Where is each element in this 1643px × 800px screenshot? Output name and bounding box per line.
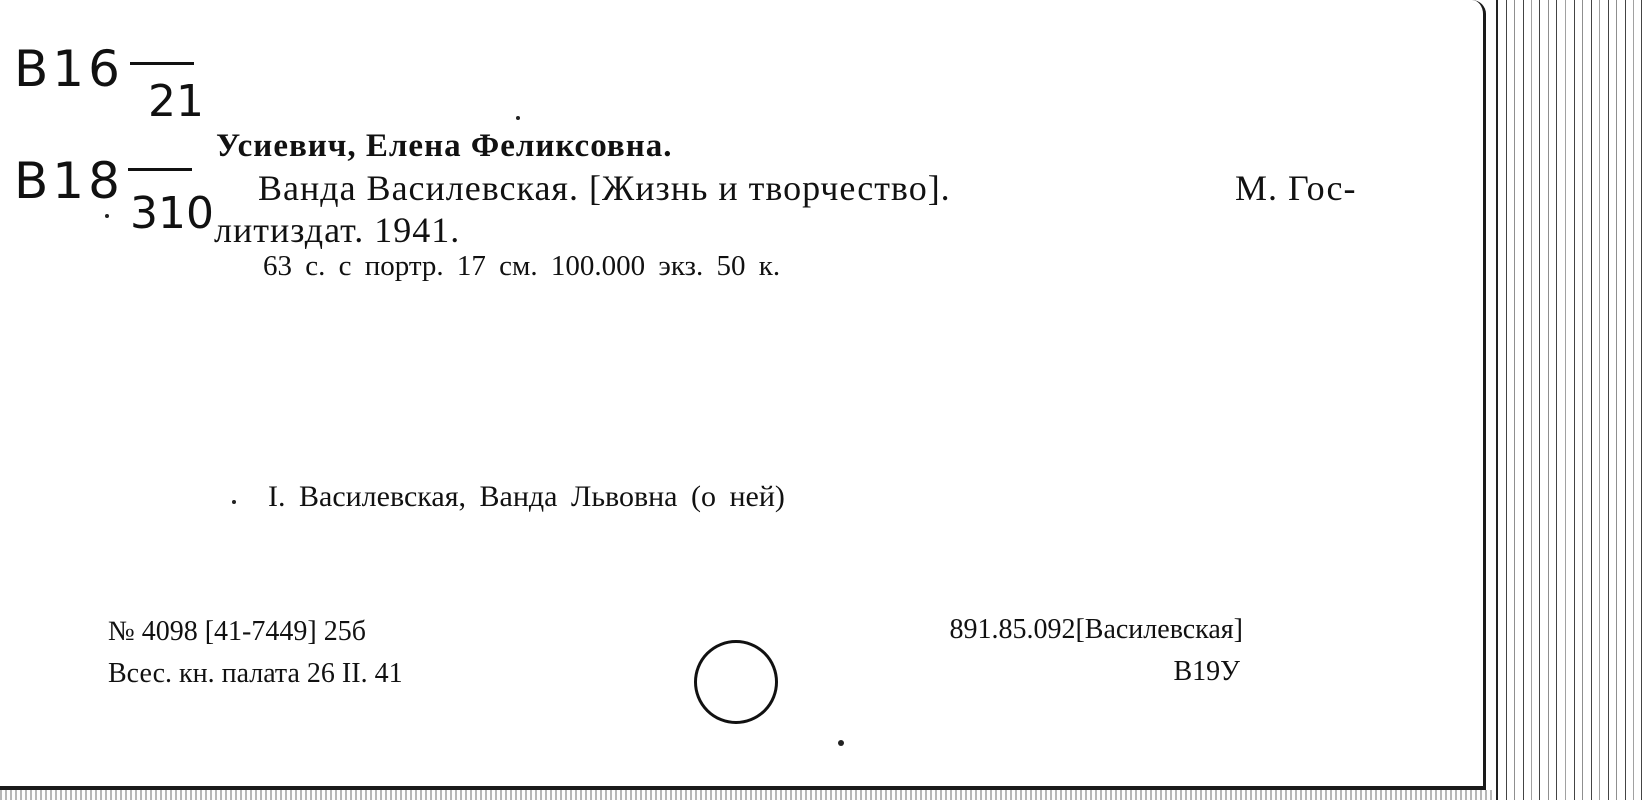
shelf-code: В19У — [1173, 656, 1240, 687]
book-chamber-stamp: Всес. кн. палата 26 II. 41 — [108, 658, 403, 689]
handwritten-fraction-line-2 — [128, 168, 192, 171]
speck — [105, 214, 109, 218]
card-stack-bottom-edge — [0, 790, 1492, 800]
punch-hole — [694, 640, 778, 724]
classification-number: 891.85.092[Василевская] — [949, 614, 1243, 645]
handwritten-shelf-mark-1-top: B16 — [14, 40, 124, 98]
title-line-1: Ванда Василевская. [Жизнь и творчество]. — [258, 168, 951, 208]
author-heading: Усиевич, Елена Феликсовна. — [216, 128, 673, 164]
handwritten-shelf-mark-2-top: B18 — [14, 152, 124, 210]
title-line-2: литиздат. 1941. — [214, 210, 461, 250]
imprint-place: М. Гос- — [1235, 168, 1357, 208]
handwritten-shelf-mark-2-bottom: 310 — [130, 188, 214, 239]
card-stack-edges — [1492, 0, 1643, 800]
handwritten-fraction-line-1 — [130, 62, 194, 65]
speck — [838, 740, 844, 746]
card-number: № 4098 [41-7449] 25б — [108, 616, 366, 647]
handwritten-shelf-mark-1-bottom: 21 — [148, 76, 204, 127]
subject-heading: I. Василевская, Ванда Львовна (о ней) — [268, 480, 785, 513]
speck — [232, 500, 236, 504]
collation-line: 63 с. с портр. 17 см. 100.000 экз. 50 к. — [263, 250, 781, 282]
speck — [516, 116, 520, 120]
